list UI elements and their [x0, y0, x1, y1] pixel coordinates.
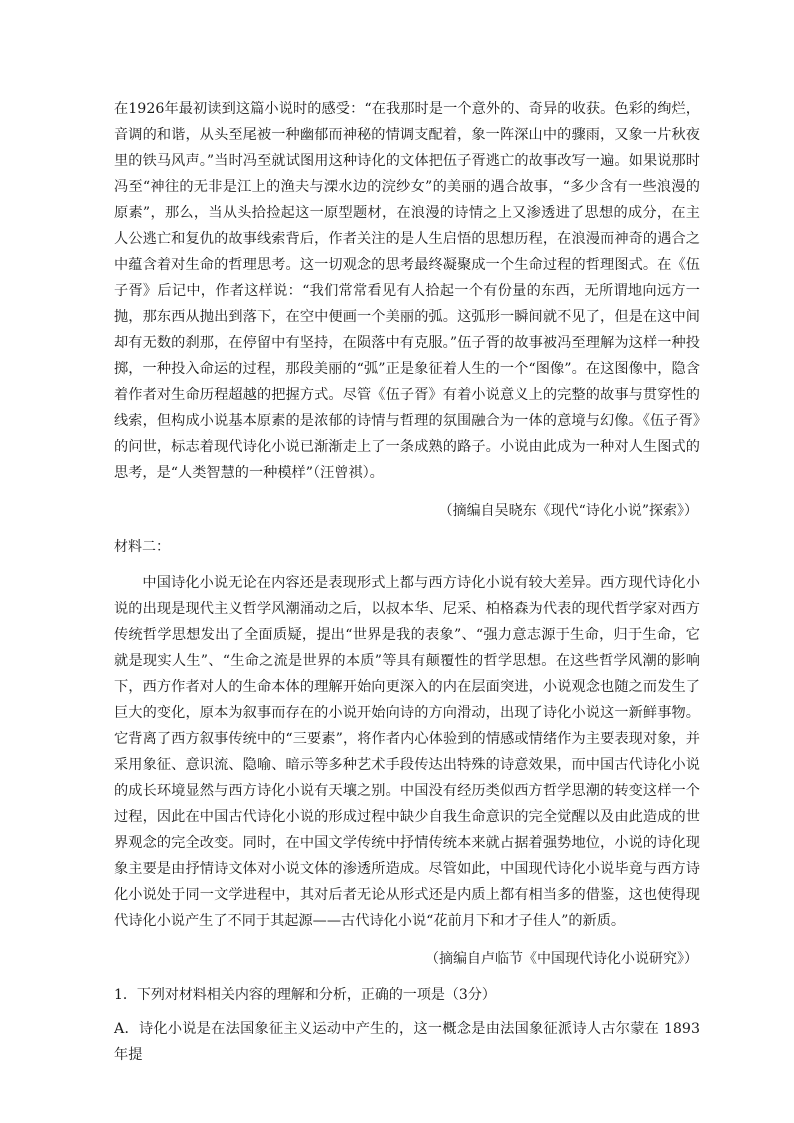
- question-1-stem: 1．下列对材料相关内容的理解和分析，正确的一项是（3分）: [114, 987, 496, 1003]
- material2-paragraph: 中国诗化小说无论在内容还是表现形式上都与西方诗化小说有较大差异。西方现代诗化小说的出现是现代主义哲学风潮涌动之后，以叔本华、尼采、柏格森为代表的现代哲学家对西方传统哲学思想发出了全面质疑，提出“世界是我的表象”、“强力意志源于生命，归于生命，它就是现实人生”、“生命之流是世界的本质”等具有颠覆性的哲学思想。在这些哲学风潮的影响下，西方作者对人的生命本体的理解开始向更深入的内在层面突进，小说观念也随之而发生了巨大的变化，原本为叙事而存在的小说开始向诗的方向滑动，出现了诗化小说这一新鲜事物。它背离了西方叙事传统中的“三要素”，将作者内心体验到的情感或情绪作为主要表现对象，并采用象征、意识流、隐喻、暗示等多种艺术手段传达出特殊的诗意效果，而中国古代诗化小说的成长环境显然与西方诗化小说有天壤之别。中国没有经历类似西方哲学思潮的转变这样一个过程，因此在中国古代诗化小说的形成过程中缺少自我生命意识的完全觉醒以及由此造成的世界观念的完全改变。同时，在中国文学传统中抒情传统本来就占据着强势地位，小说的诗化现象主要是由抒情诗文体对小说文体的渗透所造成。尽管如此，中国现代诗化小说毕竟与西方诗化小说处于同一文学进程中，其对后者无论从形式还是内质上都有相当多的借鉴，这也使得现代诗化小说产生了不同于其起源——古代诗化小说“花前月下和才子佳人”的新质。: [114, 575, 700, 929]
- material2-source: （摘编自卢临节《中国现代诗化小说研究》）: [425, 951, 698, 967]
- question-1-option-a: A．诗化小说是在法国象征主义运动中产生的，这一概念是由法国象征派诗人古尔蒙在 1893 年提: [114, 1021, 700, 1063]
- material2-heading: 材料二：: [114, 539, 170, 555]
- material1-source: （摘编自吴晓东《现代“诗化小说”探索》）: [438, 503, 698, 519]
- material1-paragraph: 在1926年最初读到这篇小说时的感受：“在我那时是一个意外的、奇异的收获。色彩的绚烂，音调的和谐，从头至尾被一种幽郁而神秘的情调支配着，象一阵深山中的骤雨，又象一片秋夜里的铁马风声。”当时冯至就试图用这种诗化的文体把伍子胥逃亡的故事改写一遍。如果说那时冯至“神往的无非是江上的渔夫与溧水边的浣纱女”的美丽的遇合故事，“多少含有一些浪漫的原素”，那么，当从头拾捡起这一原型题材，在浪漫的诗情之上又渗透进了思想的成分，在主人公逃亡和复仇的故事线索背后，作者关注的是人生启悟的思想历程，在浪漫而神奇的遇合之中蕴含着对生命的哲理思考。这一切观念的思考最终凝聚成一个生命过程的哲理图式。在《伍子胥》后记中，作者这样说：“我们常常看见有人拾起一个有份量的东西，无所谓地向远方一抛，那东西从抛出到落下，在空中便画一个美丽的弧。这弧形一瞬间就不见了，但是在这中间却有无数的刹那，在停留中有坚持，在陨落中有克服。”伍子胥的故事被冯至理解为这样一种投掷，一种投入命运的过程，那段美丽的“弧”正是象征着人生的一个“图像”。在这图像中，隐含着作者对生命历程超越的把握方式。尽管《伍子胥》有着小说意义上的完整的故事与贯穿性的线索，但构成小说基本原素的是浓郁的诗情与哲理的氛围融合为一体的意境与幻像。《伍子胥》的问世，标志着现代诗化小说已渐渐走上了一条成熟的路子。小说由此成为一种对人生图式的思考，是“人类智慧的一种模样”（汪曾祺）。: [114, 101, 700, 481]
- exam-page: [114, 96, 700, 1068]
